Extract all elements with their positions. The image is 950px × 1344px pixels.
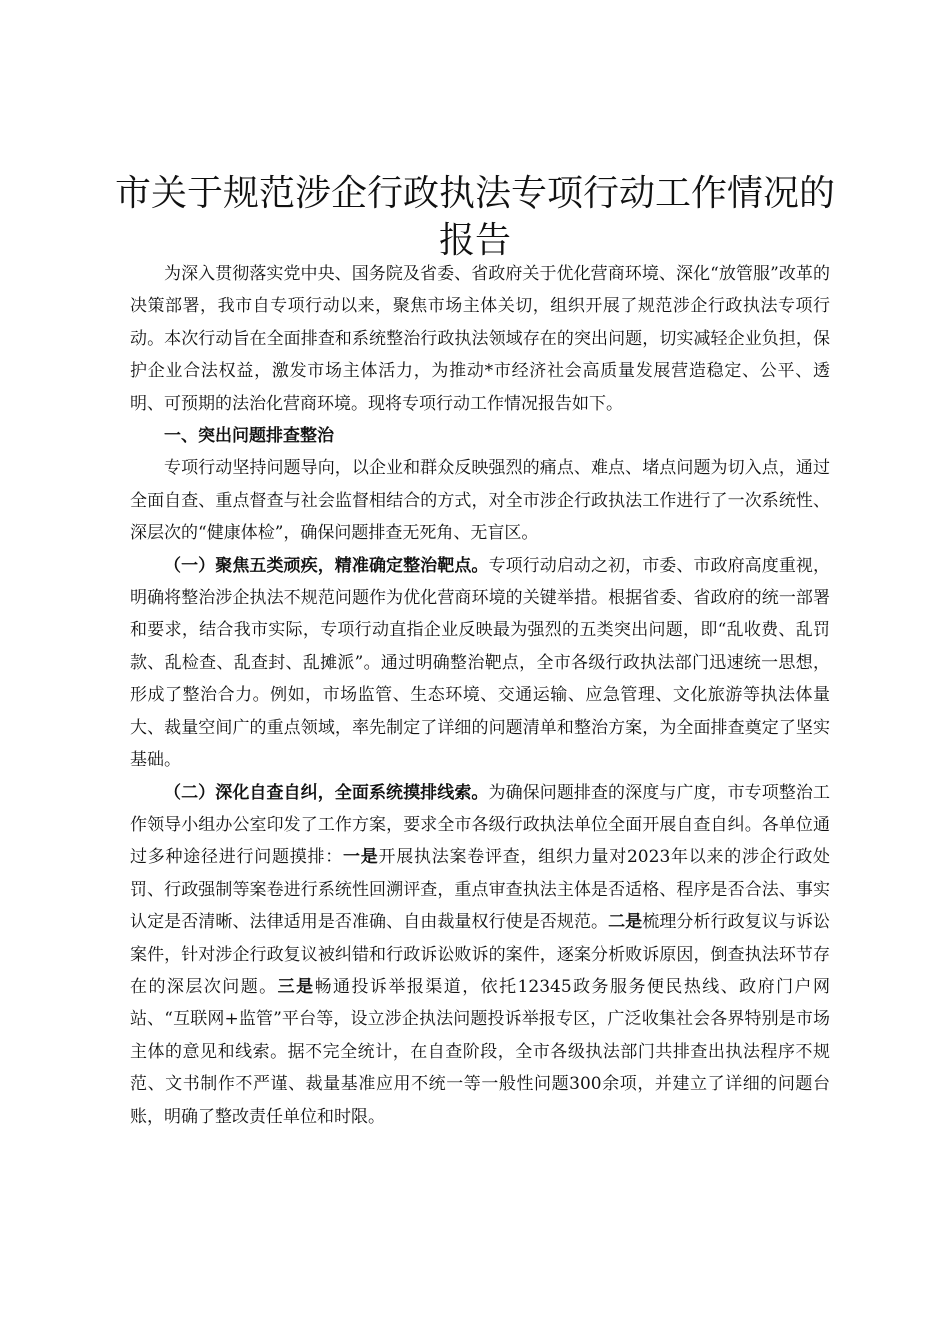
title-line-2: 报告 bbox=[438, 220, 511, 261]
subsection-2-text-a: 为确保问题排查的深度与广度，市专项整治工作领导小组办公室印发了工作方案，要求全市各级行政执法单位全面开展自查自纠。各单位通过多种途径进行问题摸排： bbox=[130, 782, 830, 868]
intro-paragraph: 为深入贯彻落实党中央、国务院及省委、省政府关于优化营商环境、深化“放管服”改革的决策部署，我市自专项行动以来，聚焦市场主体关切，组织开展了规范涉企行政执法专项行动。本次行动旨在全面排查和系统整治行政执法领域存在的突出问题，切实减轻企业负担，保护企业合法权益，激发市场主体活力，为推动*市经济社会高质量发展营造稳定、公平、透明、可预期的法治化营商环境。现将专项行动工作情况报告如下。 bbox=[130, 264, 830, 414]
document-title bbox=[100, 170, 850, 264]
section-1-intro-paragraph: 专项行动坚持问题导向，以企业和群众反映强烈的痛点、难点、堵点问题为切入点，通过全面自查、重点督查与社会监督相结合的方式，对全市涉企行政执法工作进行了一次系统性、深层次的“健康体检”，确保问题排查无死角、无盲区。 bbox=[130, 458, 830, 544]
subsection-1-paragraph bbox=[130, 550, 830, 777]
subsection-2-heading: （二）深化自查自纠，全面系统摸排线索。 bbox=[164, 782, 489, 803]
subsection-1-text: 专项行动启动之初，市委、市政府高度重视，明确将整治涉企执法不规范问题作为优化营商环境的关键举措。根据省委、省政府的统一部署和要求，结合我市实际，专项行动直指企业反映最为强烈的五类突出问题，即“乱收费、乱罚款、乱检查、乱查封、乱摊派”。通过明确整治靶点，全市各级行政执法部门迅速统一思想，形成了整治合力。例如，市场监管、生态环境、交通运输、应急管理、文化旅游等执法体量大、裁量空间广的重点领域，率先制定了详细的问题清单和整治方案，为全面排查奠定了坚实基础。 bbox=[130, 555, 830, 771]
section-heading-1: 一、突出问题排查整治 bbox=[164, 426, 334, 447]
subsection-1-heading: （一）聚焦五类顽疾，精准确定整治靶点。 bbox=[164, 555, 489, 576]
subsection-2-text-d: 畅通投诉举报渠道，依托12345政务服务便民热线、政府门户网站、“互联网+监管”平台等，设立涉企执法问题投诉举报专区，广泛收集社会各界特别是市场主体的意见和线索。据不完全统计，在自查阶段，全市各级执法部门共排查出执法程序不规范、文书制作不严谨、裁量基准应用不统一等一般性问题300余项，并建立了详细的问题台账，明确了整改责任单位和时限。 bbox=[130, 976, 831, 1127]
point-2-label: 二是 bbox=[608, 912, 643, 933]
document-body bbox=[130, 258, 830, 1133]
subsection-2-paragraph bbox=[130, 777, 830, 1133]
point-3-label: 三是 bbox=[277, 976, 315, 997]
point-1-label: 一是 bbox=[343, 847, 379, 868]
subsection-2-text-b: 开展执法案卷评查，组织力量对2023年以来的涉企行政处罚、行政强制等案卷进行系统性回溯评查，重点审查执法主体是否适格、程序是否合法、事实认定是否清晰、法律适用是否准确、自由裁量权行使是否规范。 bbox=[130, 847, 831, 933]
title-line-1: 市关于规范涉企行政执法专项行动工作情况的 bbox=[114, 173, 835, 214]
subsection-2-text-c: 梳理分析行政复议与诉讼案件，针对涉企行政复议被纠错和行政诉讼败诉的案件，逐案分析败诉原因，倒查执法环节存在的深层次问题。 bbox=[130, 912, 831, 997]
